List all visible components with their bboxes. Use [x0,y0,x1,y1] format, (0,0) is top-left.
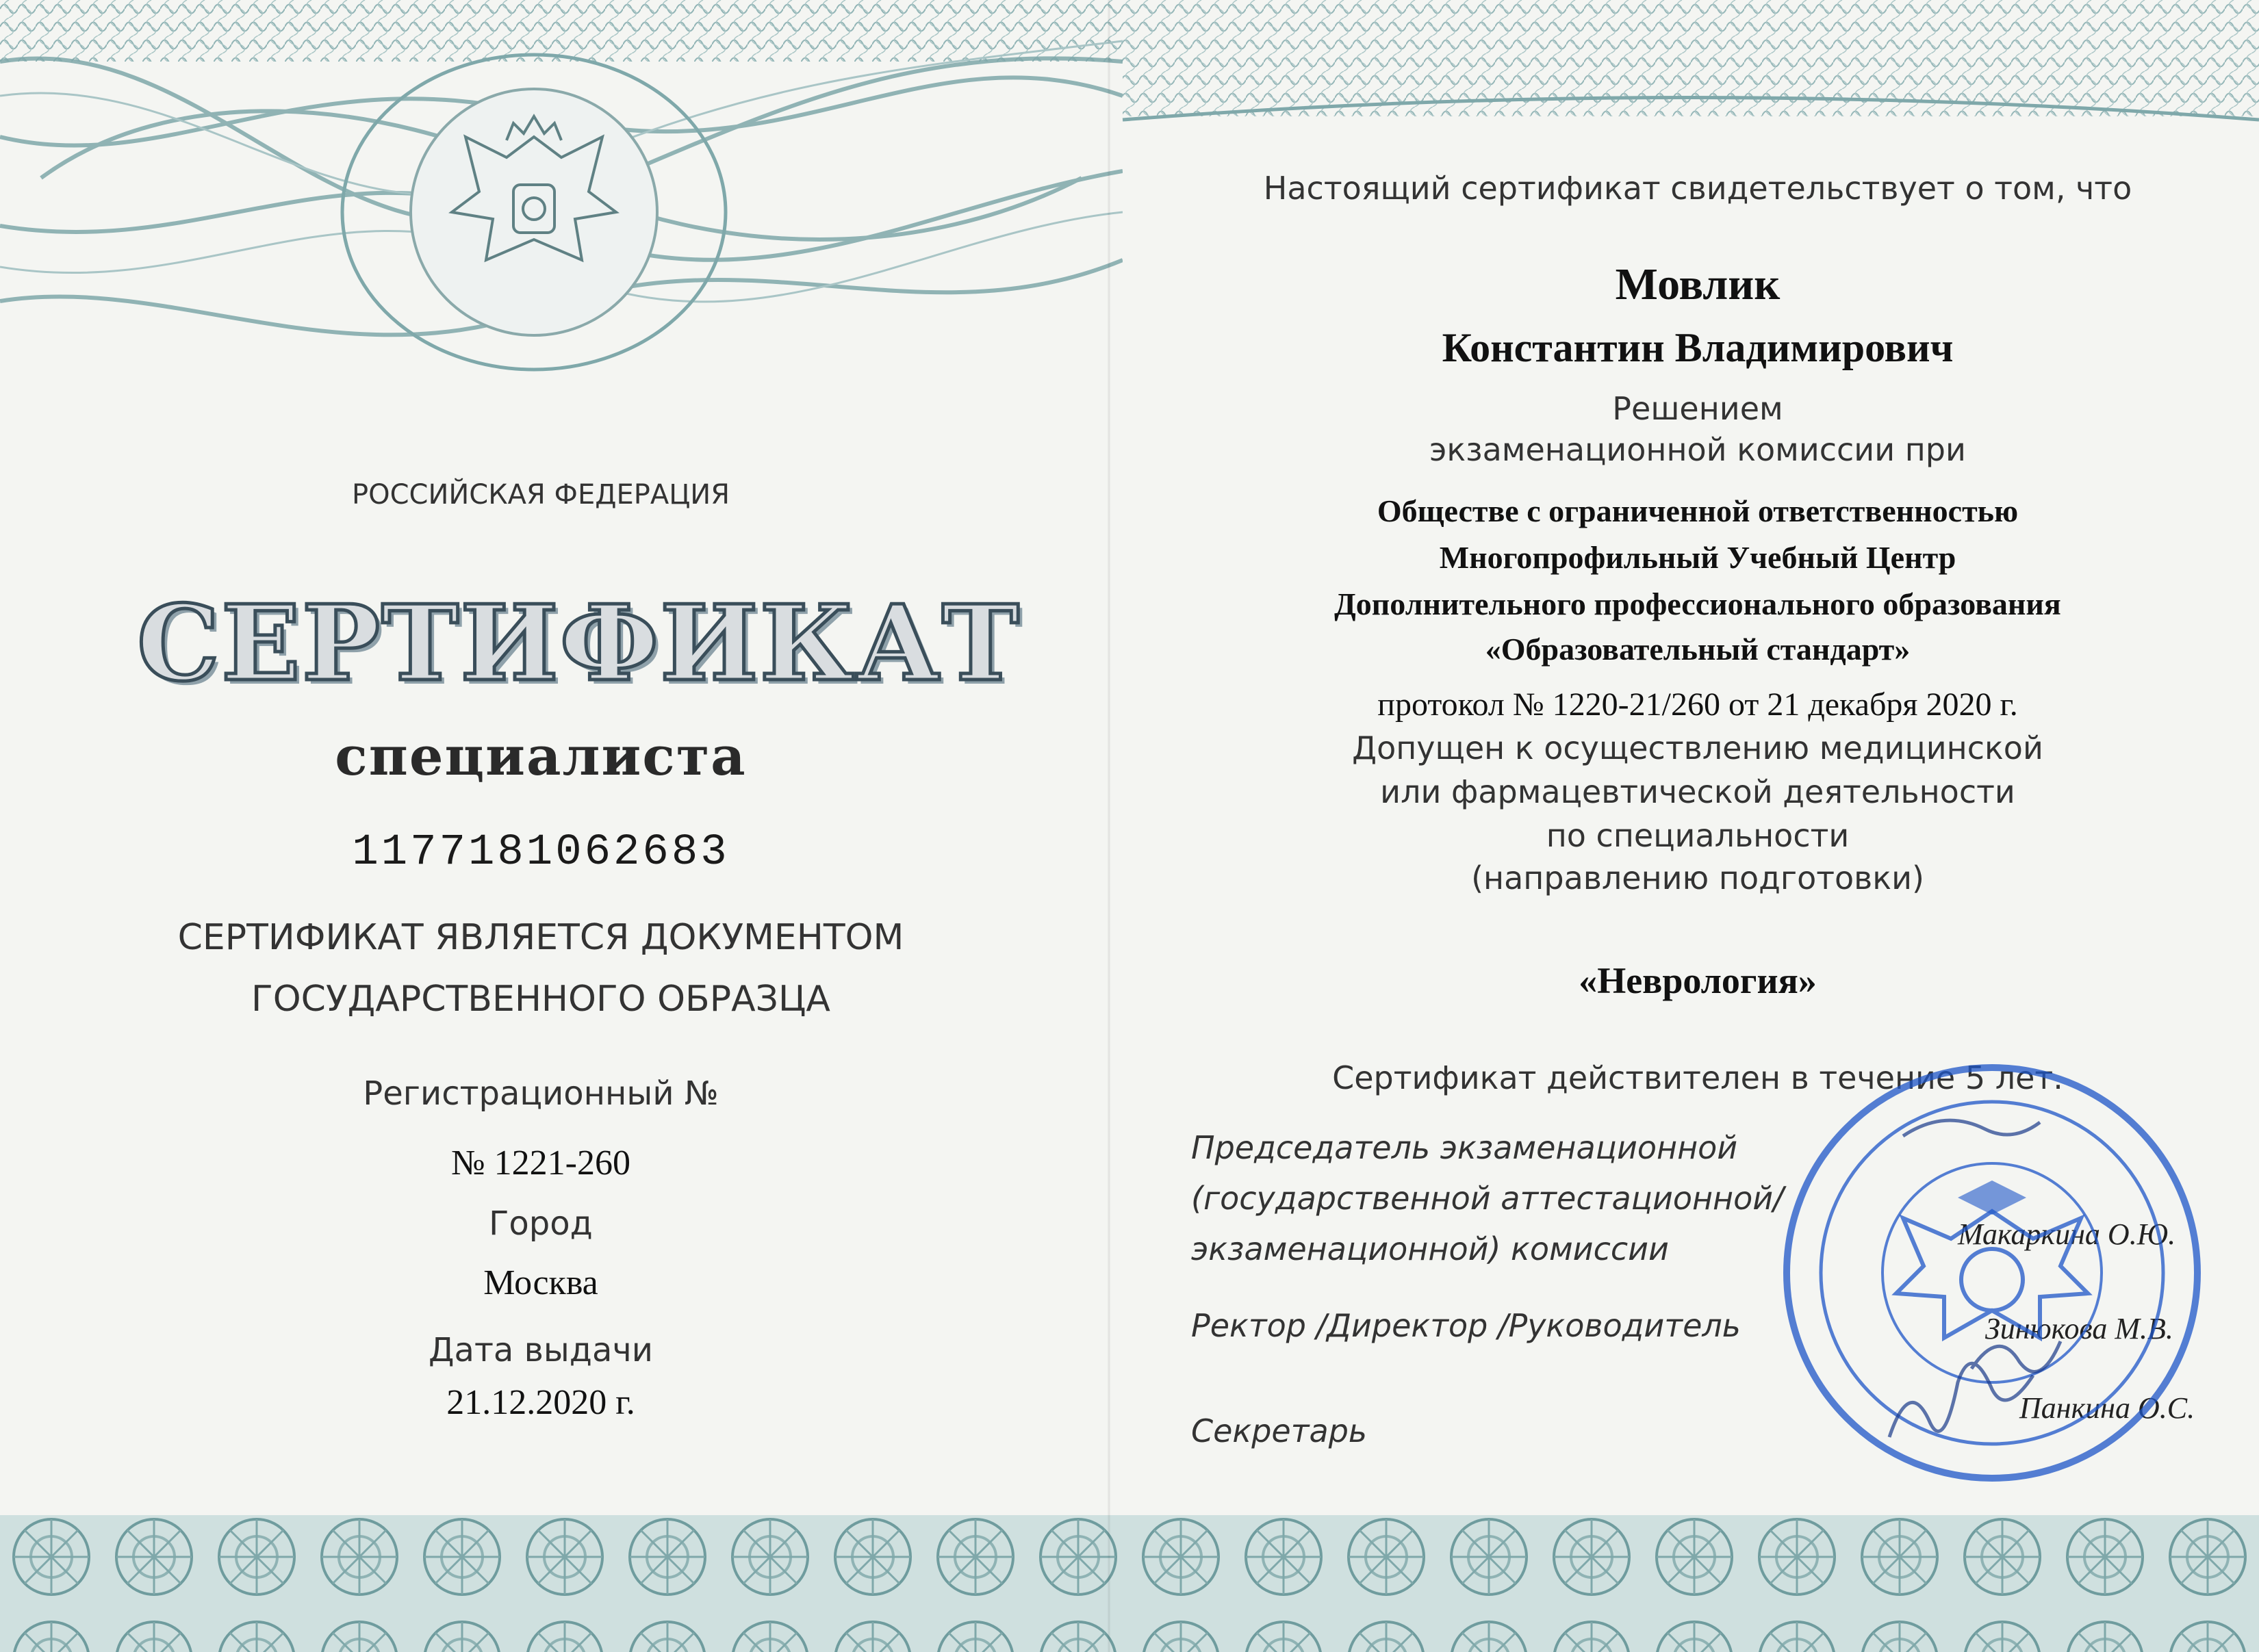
guilloche-left-ornament [0,0,1123,383]
certificate-subtitle: специалиста [335,725,747,788]
issue-date-value: 21.12.2020 г. [446,1383,635,1422]
chair-label-line-2: (государственной аттестационной/ [1191,1180,1784,1217]
graduation-cap-icon [1958,1180,2026,1215]
organization-line-2: Многопрофильный Учебный Центр [1439,540,1956,575]
admission-line-2: или фармацевтической деятельности [1380,773,2015,810]
decision-line-1: Решением [1612,390,1783,427]
rector-name: Зинюкова М.В. [1985,1312,2173,1345]
admission-line-1: Допущен к осуществлению медицинской [1352,730,2043,766]
city-value: Москва [483,1263,598,1302]
registration-value: № 1221-260 [451,1144,630,1183]
state-document-line-2: ГОСУДАРСТВЕННОГО ОБРАЗЦА [251,979,830,1020]
chair-label-line-3: экзаменационной) комиссии [1191,1230,1669,1267]
validity-text: Сертификат действителен в течение 5 лет. [1332,1059,2063,1096]
organization-seal-stamp [1698,1054,2245,1492]
guilloche-bottom-band [0,1506,2259,1652]
eagle-emblem-icon [1896,1211,2088,1338]
holder-name: Константин Владимирович [1442,325,1954,370]
intro-text: Настоящий сертификат свидетельствует о том, что [1263,170,2132,207]
holder-surname: Мовлик [1615,259,1781,309]
protocol-line: протокол № 1220-21/260 от 21 декабря 2020 г. [1377,686,2018,723]
chair-name: Макаркина О.Ю. [1958,1217,2176,1251]
organization-line-3: Дополнительного профессионального образования [1334,586,2061,621]
state-document-line-1: СЕРТИФИКАТ ЯВЛЯЕТСЯ ДОКУМЕНТОМ [177,917,904,958]
country-label: РОССИЙСКАЯ ФЕДЕРАЦИЯ [352,479,730,511]
decision-line-2: экзаменационной комиссии при [1429,431,1966,468]
certificate-number: 1177181062683 [352,828,730,877]
issue-date-label: Дата выдачи [429,1331,653,1369]
specialty-name: «Неврология» [1579,960,1817,1001]
chair-label-line-1: Председатель экзаменационной [1191,1129,1738,1166]
secretary-name: Панкина О.С. [2019,1391,2195,1425]
center-fold [1108,0,1110,1652]
certificate-title: СЕРТИФИКАТ [137,582,1021,704]
admission-line-4: (направлению подготовки) [1471,860,1924,896]
admission-line-3: по специальности [1546,817,1850,854]
handwritten-signatures [1889,1120,2060,1437]
rector-label: Ректор /Директор /Руководитель [1191,1307,1741,1344]
city-label: Город [489,1204,593,1243]
registration-label: Регистрационный № [363,1074,719,1113]
organization-line-4: «Образовательный стандарт» [1485,632,1911,667]
secretary-label: Секретарь [1191,1412,1367,1449]
organization-line-1: Обществе с ограниченной ответственностью [1377,493,2019,528]
